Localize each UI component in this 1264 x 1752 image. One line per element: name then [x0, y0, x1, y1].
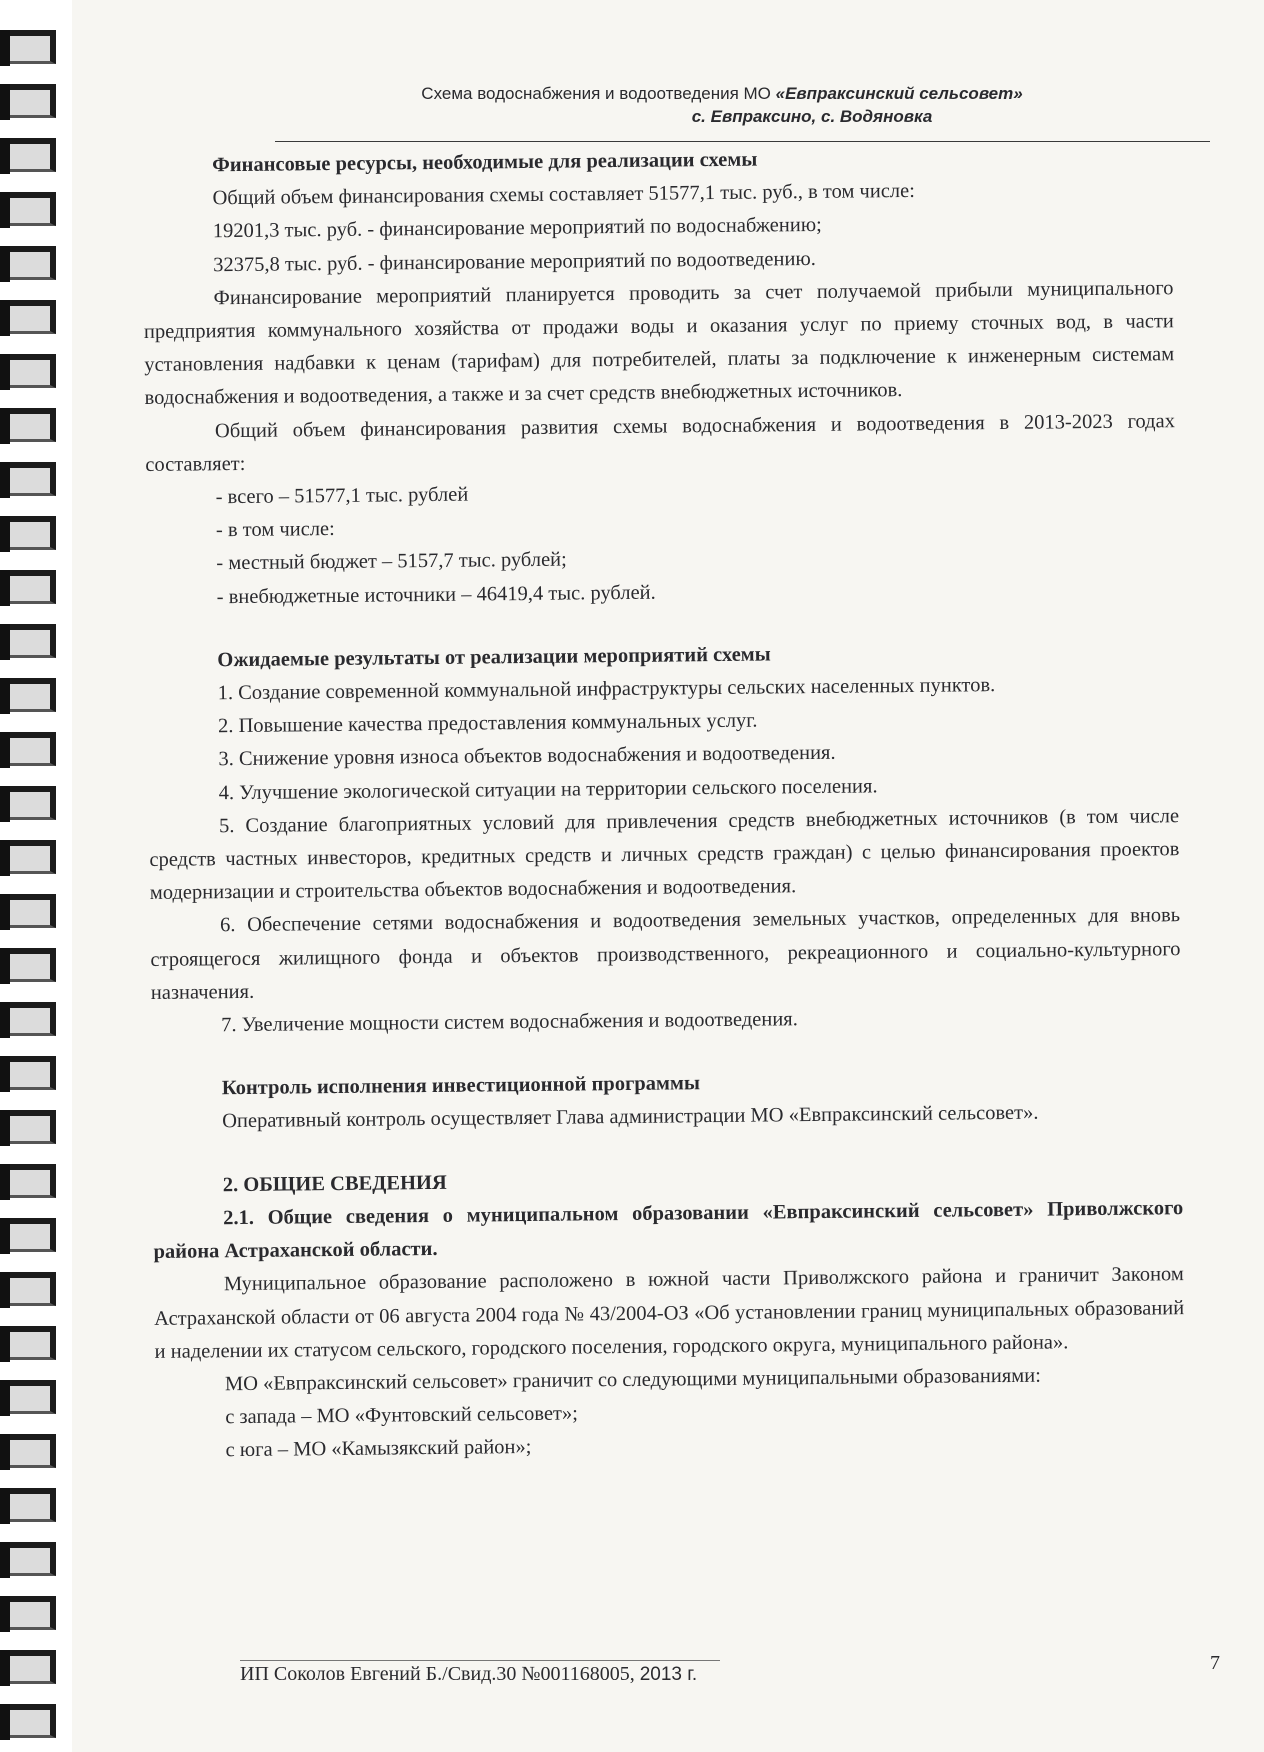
list-item: - в том числе: [215, 518, 335, 542]
binding-ring [4, 894, 56, 928]
list-item: с юга – МО «Камызякский район»; [225, 1436, 532, 1462]
binding-ring [4, 732, 56, 766]
header-org: «Евпраксинский сельсовет» [775, 84, 1023, 103]
binding-ring [4, 1488, 56, 1522]
paragraph: Муниципальное образование расположено в южной части Приволжского района и граничит Законом Астраханской области от 06 августа 2004 года № 43/2004-ОЗ «Об установлении границ муниципальных образований и наделении их статусом сельского, городского поселения, городского округа, муниципального района». [154, 1263, 1185, 1363]
header-title: Схема водоснабжения и водоотведения МО [421, 84, 776, 103]
footer-year: 2013 г. [639, 1664, 698, 1685]
paragraph: 32375,8 тыс. руб. - финансирование мероприятий по водоотведению. [213, 247, 816, 276]
binding-ring [4, 1380, 56, 1414]
binding-ring [4, 1272, 56, 1306]
footer-divider [240, 1660, 720, 1661]
paragraph: Оперативный контроль осуществляет Глава администрации МО «Евпраксинский сельсовет». [222, 1102, 1039, 1133]
document-page [72, 0, 1264, 1752]
footer-author: ИП Соколов Евгений Б./Свид.30 №001168005, [240, 1663, 640, 1685]
binding-ring [4, 624, 56, 658]
section-heading: Контроль исполнения инвестиционной программы [221, 1072, 701, 1100]
binding-ring [4, 1002, 56, 1036]
page-footer [240, 1663, 697, 1686]
subsection-heading: 2.1. Общие сведения о муниципальном образовании «Евпраксинский сельсовет» Приволжского района Астраханской области. [153, 1197, 1184, 1264]
binding-ring [4, 1704, 56, 1738]
list-item: - всего – 51577,1 тыс. рублей [215, 483, 469, 509]
paragraph: Общий объем финансирования схемы составляет 51577,1 тыс. руб., в том числе: [212, 180, 916, 210]
binding-ring [4, 678, 56, 712]
list-item: - местный бюджет – 5157,7 тыс. рублей; [216, 549, 567, 575]
page-header [272, 82, 1172, 128]
binding-ring [4, 1056, 56, 1090]
binding-ring [4, 462, 56, 496]
binding-ring [4, 1326, 56, 1360]
paragraph: Финансирование мероприятий планируется проводить за счет получаемой прибыли муниципального предприятия коммунального хозяйства от продажи воды и оказания услуг по приему сточных вод, в части установления надбавки к ценам (тарифам) для потребителей, платы за подключение к инженерным системам водоснабжения и водоотведения, а также и за счет средств внебюджетных источников. [143, 277, 1175, 410]
binding-ring [4, 1650, 56, 1684]
binding-ring [4, 1218, 56, 1252]
chapter-heading: 2. ОБЩИЕ СВЕДЕНИЯ [222, 1171, 447, 1196]
binding-ring [4, 840, 56, 874]
binding-ring [4, 408, 56, 442]
binding-ring [4, 1542, 56, 1576]
list-item: 6. Обеспечение сетями водоснабжения и водоотведения земельных участков, определенных для вновь строящегося жилищного фонда и объектов производственного, рекреационного и социально-культурного назначения. [150, 904, 1181, 1004]
list-item: 1. Создание современной коммунальной инфраструктуры сельских населенных пунктов. [217, 674, 996, 705]
binding-ring [4, 246, 56, 280]
list-item: - внебюджетные источники – 46419,4 тыс. рублей. [216, 581, 656, 608]
binding-ring [4, 570, 56, 604]
binding-ring [4, 1434, 56, 1468]
binding-ring [4, 138, 56, 172]
binding-ring [4, 1164, 56, 1198]
list-item: с запада – МО «Фунтовский сельсовет»; [225, 1402, 579, 1429]
page-number: 7 [1210, 1652, 1220, 1674]
binding-spine [0, 0, 72, 1752]
binding-ring [4, 354, 56, 388]
binding-ring [4, 1110, 56, 1144]
list-item: 5. Создание благоприятных условий для привлечения средств внебюджетных источников (в том числе средств частных инвесторов, кредитных средств и личных средств граждан) с целью финансирования проектов модернизации и строительства объектов водоснабжения и водоотведения. [149, 805, 1180, 905]
section-heading: Финансовые ресурсы, необходимые для реализации схемы [212, 148, 758, 177]
list-item: 7. Увеличение мощности систем водоснабжения и водоотведения. [221, 1008, 798, 1037]
list-item: 2. Повышение качества предоставления коммунальных услуг. [217, 709, 758, 738]
binding-ring [4, 84, 56, 118]
binding-ring [4, 948, 56, 982]
binding-ring [4, 300, 56, 334]
list-item: 4. Улучшение экологической ситуации на территории сельского поселения. [218, 774, 878, 804]
binding-ring [4, 30, 56, 64]
header-villages: с. Евпраксино, с. Водяновка [691, 107, 933, 126]
section-heading: Ожидаемые результаты от реализации мероприятий схемы [217, 643, 771, 672]
list-item: 3. Снижение уровня износа объектов водоснабжения и водоотведения. [218, 742, 836, 771]
binding-ring [4, 1596, 56, 1630]
binding-ring [4, 192, 56, 226]
binding-ring [4, 516, 56, 550]
paragraph: Общий объем финансирования развития схемы водоснабжения и водоотведения в 2013-2023 годах составляет: [145, 409, 1176, 476]
paragraph: МО «Евпраксинский сельсовет» граничит со следующими муниципальными образованиями: [224, 1364, 1041, 1396]
page-body [142, 139, 1186, 1468]
binding-ring [4, 786, 56, 820]
paragraph: 19201,3 тыс. руб. - финансирование мероприятий по водоснабжению; [212, 214, 822, 243]
